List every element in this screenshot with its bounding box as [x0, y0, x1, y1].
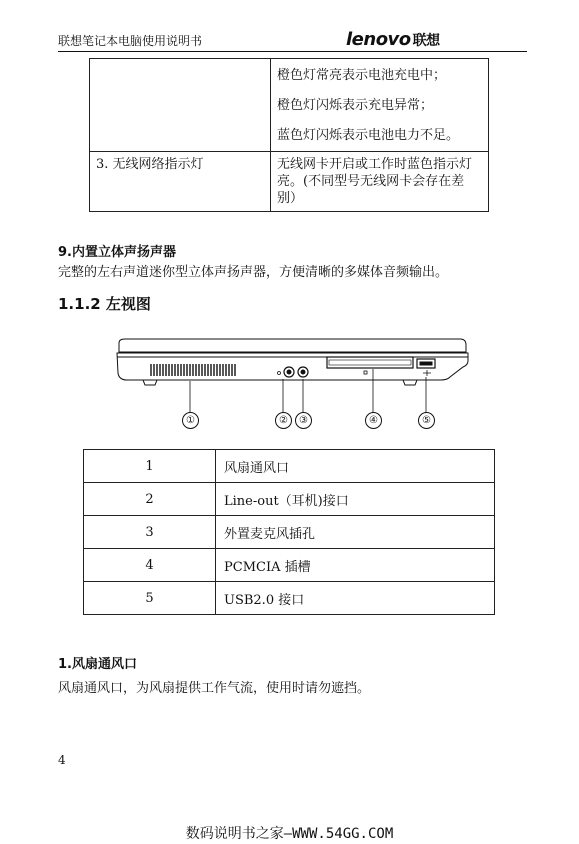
- indicator-table: [89, 58, 489, 212]
- page-header: [58, 30, 526, 52]
- port-name: USB2.0 接口: [216, 582, 495, 615]
- wireless-indicator-desc: 无线网卡开启或工作时蓝色指示灯亮。(不同型号无线网卡会存在差别）: [271, 152, 489, 212]
- table-row: [90, 152, 489, 212]
- port-number: 1: [84, 450, 216, 483]
- table-cell-empty: [90, 59, 271, 152]
- port-number: 5: [84, 582, 216, 615]
- header-title: 联想笔记本电脑使用说明书: [58, 34, 203, 48]
- laptop-lid: [119, 339, 466, 352]
- laptop-foot-left: [143, 380, 157, 385]
- logo-cn: 联想: [412, 33, 440, 49]
- port-name: 外置麦克风插孔: [216, 516, 495, 549]
- port-number: 4: [84, 549, 216, 582]
- battery-charging-line: 橙色灯常亮表示电池充电中；: [277, 68, 447, 83]
- ports-table: [83, 449, 495, 615]
- lenovo-logo: [346, 29, 440, 50]
- left-view-heading: 1.1.2 左视图: [58, 295, 151, 313]
- table-row: [84, 582, 495, 615]
- table-row: [84, 516, 495, 549]
- callout-5: ⑤: [418, 412, 435, 429]
- port-name: PCMCIA 插槽: [216, 549, 495, 582]
- laptop-foot-right: [403, 380, 417, 385]
- callout-1: ①: [182, 412, 199, 429]
- wireless-indicator-name: 3. 无线网络指示灯: [90, 152, 271, 212]
- table-row: [84, 483, 495, 516]
- section-fan-vent-text: 风扇通风口，为风扇提供工作气流，使用时请勿遮挡。: [58, 681, 371, 696]
- callout-3: ③: [295, 412, 312, 429]
- table-row: [84, 450, 495, 483]
- battery-low-line: 蓝色灯闪烁表示电池电力不足。: [277, 128, 460, 143]
- header-rule: [58, 51, 527, 52]
- footer-watermark: 数码说明书之家—WWW.54GG.COM: [185, 826, 394, 842]
- port-number: 3: [84, 516, 216, 549]
- port-name: 风扇通风口: [216, 450, 495, 483]
- section-speaker-text: 完整的左右声道迷你型立体声扬声器，方便清晰的多媒体音频输出。: [58, 265, 449, 280]
- callout-2: ②: [275, 412, 292, 429]
- battery-error-line: 橙色灯闪烁表示充电异常；: [277, 98, 434, 113]
- usb-port: [417, 359, 435, 376]
- table-cell: [271, 59, 489, 152]
- callout-4: ④: [365, 412, 382, 429]
- section-fan-vent-title: 1.风扇通风口: [58, 657, 137, 672]
- fan-vent-grille: [151, 364, 235, 376]
- port-number: 2: [84, 483, 216, 516]
- page-number: 4: [58, 753, 66, 767]
- pcmcia-slot: [327, 357, 413, 374]
- table-row: [84, 549, 495, 582]
- laptop-left-view-figure: [115, 335, 470, 440]
- table-row: [90, 59, 489, 152]
- section-speaker-title: 9.内置立体声扬声器: [58, 245, 176, 260]
- port-name: Line-out（耳机)接口: [216, 483, 495, 516]
- audio-jacks: [278, 367, 309, 377]
- logo-latin: lenovo: [346, 29, 411, 50]
